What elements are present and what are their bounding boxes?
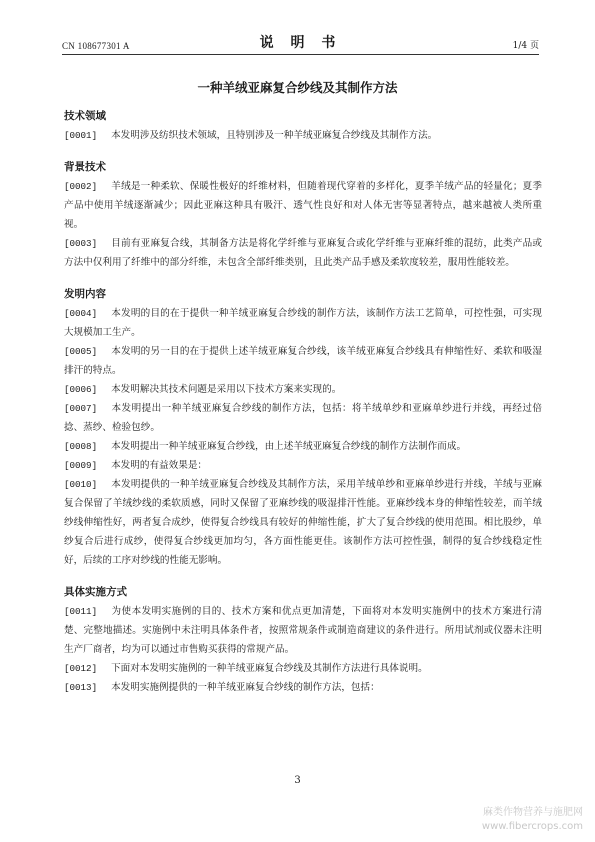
paragraph-number: [0004]	[64, 308, 98, 319]
paragraph-number: [0006]	[64, 384, 98, 395]
page-indicator: 1/4 页	[512, 41, 539, 51]
paragraph-number: [0003]	[64, 238, 98, 249]
paragraph	[64, 456, 542, 475]
page-number: 3	[294, 775, 301, 786]
section-heading: 背景技术	[64, 161, 106, 173]
paragraph-text: 为使本发明实施例的目的、技术方案和优点更加清楚，下面将对本发明实施例中的技术方案进行清楚、完整地描述。实施例中未注明具体条件者，按照常规条件或制造商建议的条件进行。所用试剂或仪器未注明生产厂商者，均为可以通过市售购买获得的常规产品。	[64, 606, 542, 655]
paragraph-text: 目前有亚麻复合线，其制备方法是将化学纤维与亚麻复合或化学纤维与亚麻纤维的混纺，此类产品或方法中仅利用了纤维中的部分纤维，未包含全部纤维类别，且此类产品手感及柔软度较差，服用性能较差。	[64, 238, 542, 268]
paragraph-text: 本发明提出一种羊绒亚麻复合纱线的制作方法，包括：将羊绒单纱和亚麻单纱进行并线，再经过倍捻、蒸纱、检验包纱。	[64, 403, 542, 433]
paragraph-number: [0002]	[64, 181, 98, 192]
paragraph-number: [0012]	[64, 663, 98, 674]
paragraph	[64, 126, 542, 145]
watermark-line-2: www.fibercrops.com	[481, 821, 583, 832]
section-heading: 具体实施方式	[64, 586, 127, 598]
paragraph-text: 本发明的目的在于提供一种羊绒亚麻复合纱线的制作方法，该制作方法工艺简单，可控性强，可实现大规模加工生产。	[64, 308, 542, 338]
paragraph-text: 本发明提出一种羊绒亚麻复合纱线，由上述羊绒亚麻复合纱线的制作方法制作而成。	[111, 441, 467, 452]
paragraph	[64, 678, 542, 697]
paragraph-number: [0007]	[64, 403, 98, 414]
paragraph-text: 本发明涉及纺织技术领域，且特别涉及一种羊绒亚麻复合纱线及其制作方法。	[111, 130, 438, 141]
paragraph-text: 羊绒是一种柔软、保暖性极好的纤维材料，但随着现代穿着的多样化，夏季羊绒产品的轻量化；夏季产品中使用羊绒逐渐减少；因此亚麻这种具有吸汗、透气性良好和对人体无害等显著特点，越来越被人类所重视。	[64, 181, 542, 230]
paragraph-number: [0010]	[64, 479, 98, 490]
paragraph	[64, 342, 542, 380]
document-type-title: 说 明 书	[259, 35, 342, 51]
paragraph-text: 本发明提供的一种羊绒亚麻复合纱线及其制作方法，采用羊绒单纱和亚麻单纱进行并线，羊绒与亚麻复合保留了羊绒纱线的柔软质感，同时又保留了亚麻纱线的吸湿排汗性能。亚麻纱线本身的伸缩性较差，而羊绒纱线伸缩性好，两者复合成纱，使得复合纱线具有较好的伸缩性能，扩大了复合纱线的使用范围。相比股纱，单纱复合后进行成纱，使得复合纱线更加均匀，各方面性能更佳。该制作方法可控性强，制得的复合纱线稳定性好，后续的工序对纱线的性能无影响。	[64, 479, 542, 566]
paragraph	[64, 304, 542, 342]
paragraph-text: 本发明实施例提供的一种羊绒亚麻复合纱线的制作方法，包括：	[111, 682, 380, 693]
paragraph	[64, 437, 542, 456]
paragraph-text: 本发明的另一目的在于提供上述羊绒亚麻复合纱线，该羊绒亚麻复合纱线具有伸缩性好、柔软和吸湿排汗的特点。	[64, 346, 542, 376]
paragraph-number: [0005]	[64, 346, 98, 357]
paragraph	[64, 602, 542, 659]
paragraph-number: [0009]	[64, 460, 98, 471]
site-watermark	[482, 806, 583, 834]
paragraph-number: [0011]	[64, 606, 98, 617]
paragraph-number: [0008]	[64, 441, 98, 452]
page-header	[62, 30, 539, 55]
paragraph	[64, 399, 542, 437]
paragraph	[64, 234, 542, 272]
document-body	[64, 108, 542, 697]
watermark-line-1: 麻类作物营养与施肥网	[483, 807, 583, 818]
section-heading: 发明内容	[64, 288, 106, 300]
paragraph-number: [0013]	[64, 682, 98, 693]
paragraph	[64, 380, 542, 399]
paragraph-text: 下面对本发明实施例的一种羊绒亚麻复合纱线及其制作方法进行具体说明。	[111, 663, 428, 674]
invention-title: 一种羊绒亚麻复合纱线及其制作方法	[197, 80, 398, 95]
publication-number: CN 108677301 A	[62, 41, 130, 51]
paragraph	[64, 177, 542, 234]
paragraph	[64, 475, 542, 570]
paragraph-text: 本发明解决其技术问题是采用以下技术方案来实现的。	[111, 384, 342, 395]
section-heading: 技术领域	[64, 110, 106, 122]
paragraph-text: 本发明的有益效果是：	[111, 460, 208, 471]
paragraph	[64, 659, 542, 678]
paragraph-number: [0001]	[64, 130, 98, 141]
